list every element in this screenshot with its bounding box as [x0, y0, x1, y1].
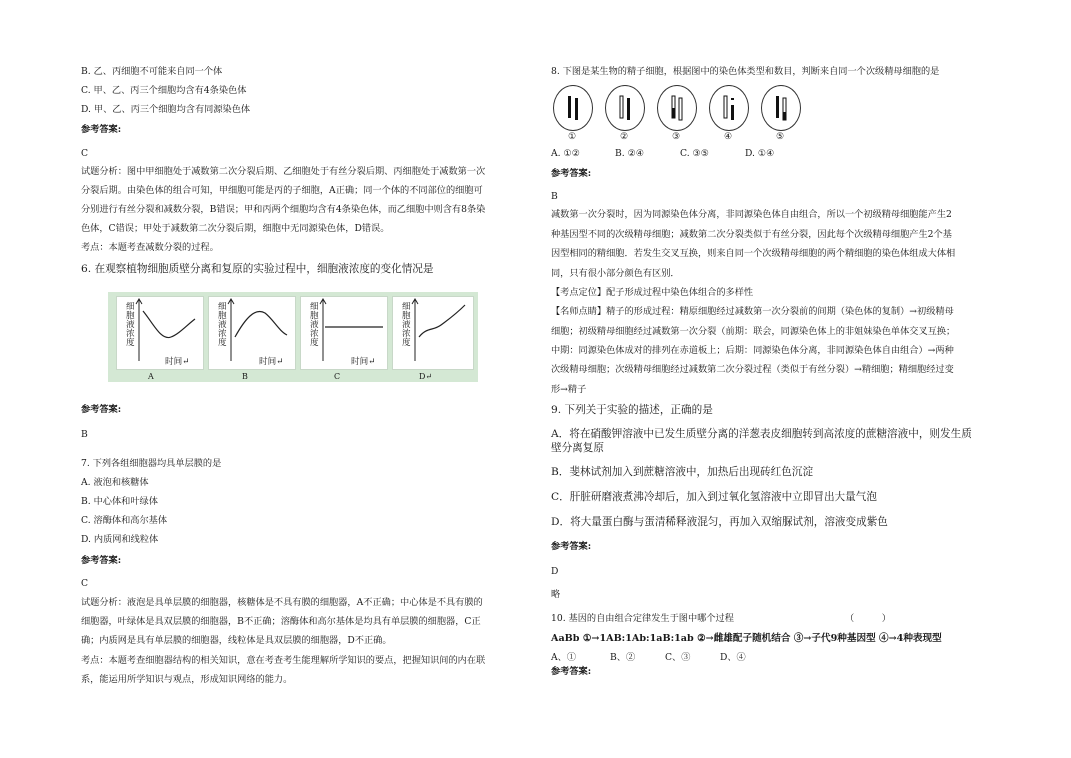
graph-a [116, 296, 204, 370]
explanation-line: 形→精子 [551, 384, 587, 395]
q5-option-d: D. 甲、乙、丙三个细胞均含有同源染色体 [81, 104, 251, 115]
explanation-line: 【考点定位】配子形成过程中染色体组合的多样性 [551, 287, 754, 298]
q9-option-a-cont: 壁分离复原 [551, 442, 604, 454]
y-axis-label: 细胞液浓度 [218, 302, 227, 348]
explanation-line: 中期：同源染色体成对的排列在赤道板上；后期：同源染色体分离，非同源染色体自由组合）→两种 [551, 345, 954, 356]
q10-option-b: B、② [610, 652, 636, 663]
cell-label: ④ [724, 132, 733, 142]
x-axis-label: 时间↵ [165, 357, 190, 367]
sperm-cell-1 [553, 85, 593, 131]
q10-option-d: D、④ [720, 652, 746, 663]
explanation-line: 细胞；初级精母细胞经过减数第一次分裂（前期：联会，同源染色体上的非姐妹染色单体交叉互换； [551, 326, 956, 337]
answer-value: D [551, 566, 559, 577]
q7-option-d: D. 内质网和线粒体 [81, 534, 159, 545]
explanation-line: 次级精母细胞；次级精母细胞经过减数第二次分裂过程（类似于有丝分裂）→精细胞；精细胞经过变 [551, 364, 954, 375]
q8-option-d: D. ①④ [745, 148, 775, 159]
x-axis-label: 时间↵ [259, 357, 284, 367]
q10-flow: AaBb ①→1AB:1Ab:1aB:1ab ②→雌雄配子随机结合 ③→子代9种基因型 ④→4种表现型 [551, 633, 942, 644]
q8-option-a: A. ①② [551, 148, 580, 159]
q9-option-b: B．斐林试剂加入到蔗糖溶液中，加热后出现砖红色沉淀 [551, 466, 814, 478]
answer-label: 参考答案: [551, 541, 592, 552]
panel-label-d: D↵ [419, 372, 433, 381]
sperm-cell-4 [709, 85, 749, 131]
question-8: 8. 下图是某生物的精子细胞，根据图中的染色体类型和数目，判断来自同一个次级精母细胞的是 [551, 66, 940, 77]
explanation-line: 色体，C错误；甲处于减数第二次分裂后期，细胞中无同源染色体，D错误。 [81, 223, 390, 234]
explanation-line: 减数第一次分裂时，因为同源染色体分离，非同源染色体自由组合，所以一个初级精母细胞能产生2 [551, 209, 952, 220]
y-axis-label: 细胞液浓度 [402, 302, 411, 348]
q7-option-c: C. 溶酶体和高尔基体 [81, 515, 168, 526]
cell-label: ③ [672, 132, 681, 142]
graph-c [300, 296, 388, 370]
question-10: 10. 基因的自由组合定律发生于图中哪个过程 [551, 613, 734, 624]
q9-option-d: D．将大量蛋白酶与蛋清稀释液混匀，再加入双缩脲试剂，溶液变成紫色 [551, 516, 888, 528]
explanation-line: 【名师点睛】精子的形成过程：精原细胞经过减数第一次分裂前的间期（染色体的复制）→初级精母 [551, 306, 954, 317]
q10-option-a: A、① [551, 652, 577, 663]
answer-paren: （ ） [845, 613, 891, 624]
question-7: 7. 下列各组细胞器均具单层膜的是 [81, 458, 222, 469]
explanation-line: 种基因型不同的次级精母细胞；减数第二次分裂类似于有丝分裂，因此每个次级精母细胞产生2个基 [551, 229, 952, 240]
q7-option-b: B. 中心体和叶绿体 [81, 496, 158, 507]
y-axis-label: 细胞液浓度 [310, 302, 319, 348]
answer-value: B [551, 191, 558, 202]
panel-label-a: A [148, 372, 154, 381]
cell-label: ② [620, 132, 629, 142]
explanation-line: 因型相同的精细胞．若发生交叉互换，则来自同一个次级精母细胞的两个精细胞的染色体组成大体相 [551, 248, 956, 259]
q8-option-b: B. ②④ [615, 148, 645, 159]
explanation-line: 分别进行有丝分裂和减数分裂，B错误；甲和丙两个细胞均含有4条染色体，而乙细胞中则含有8条染 [81, 204, 486, 215]
q5-option-b: B. 乙、丙细胞不可能来自同一个体 [81, 66, 223, 77]
q5-option-c: C. 甲、乙、丙三个细胞均含有4条染色体 [81, 85, 247, 96]
q10-option-c: C、③ [665, 652, 691, 663]
sperm-cell-3 [657, 85, 697, 131]
q7-option-a: A. 液泡和核糖体 [81, 477, 149, 488]
q9-option-a: A．将在硝酸钾溶液中已发生质壁分离的洋葱表皮细胞转到高浓度的蔗糖溶液中，则发生质 [551, 428, 972, 440]
answer-label: 参考答案: [81, 404, 122, 415]
answer-value: B [81, 429, 88, 440]
answer-label: 参考答案: [551, 168, 592, 179]
graph-d [392, 296, 474, 370]
explanation-line: 考点：本题考查减数分裂的过程。 [81, 242, 219, 253]
question-6: 6. 在观察植物细胞质壁分离和复原的实验过程中，细胞液浓度的变化情况是 [81, 263, 434, 275]
q8-option-c: C. ③⑤ [680, 148, 710, 159]
panel-label-c: C [334, 372, 341, 381]
answer-value: C [81, 148, 89, 159]
sperm-cell-5 [761, 85, 801, 131]
graph-b [208, 296, 296, 370]
panel-label-b: B [242, 372, 248, 381]
explanation-line: 细胞器，叶绿体是具双层膜的细胞器，B不正确；溶酶体和高尔基体是均具有单层膜的细胞器，C正 [81, 616, 481, 627]
y-axis-label: 细胞液浓度 [126, 302, 135, 348]
answer-label: 参考答案: [81, 124, 122, 135]
explanation-line: 确；内质网是具有单层膜的细胞器，线粒体是具双层膜的细胞器，D不正确。 [81, 635, 392, 646]
explanation-line: 同，只有很小部分颜色有区别． [551, 268, 680, 279]
explanation-line: 考点：本题考查细胞器结构的相关知识，意在考查考生能理解所学知识的要点，把握知识间的内在联 [81, 655, 486, 666]
explanation-line: 系，能运用所学知识与观点，形成知识网络的能力。 [81, 674, 293, 685]
explanation-line: 试题分析：图中甲细胞处于减数第二次分裂后期、乙细胞处于有丝分裂后期、丙细胞处于减数第一次 [81, 166, 486, 177]
answer-value: C [81, 578, 89, 589]
explanation-line: 试题分析：液泡是具单层膜的细胞器，核糖体是不具有膜的细胞器，A不正确；中心体是不具有膜的 [81, 597, 483, 608]
answer-label: 参考答案: [551, 666, 592, 677]
question-9: 9. 下列关于实验的描述，正确的是 [551, 404, 713, 416]
x-axis-label: 时间↵ [351, 357, 376, 367]
answer-label: 参考答案: [81, 555, 122, 566]
cell-label: ⑤ [776, 132, 785, 142]
sperm-cell-2 [605, 85, 645, 131]
q6-figure [108, 292, 478, 382]
explanation-line: 分裂后期。由染色体的组合可知，甲细胞可能是丙的子细胞，A正确；同一个体的不同部位的细胞可 [81, 185, 483, 196]
cell-label: ① [568, 132, 577, 142]
answer-note: 略 [551, 589, 561, 600]
q9-option-c: C．肝脏研磨液煮沸冷却后，加入到过氧化氢溶液中立即冒出大量气泡 [551, 491, 877, 503]
